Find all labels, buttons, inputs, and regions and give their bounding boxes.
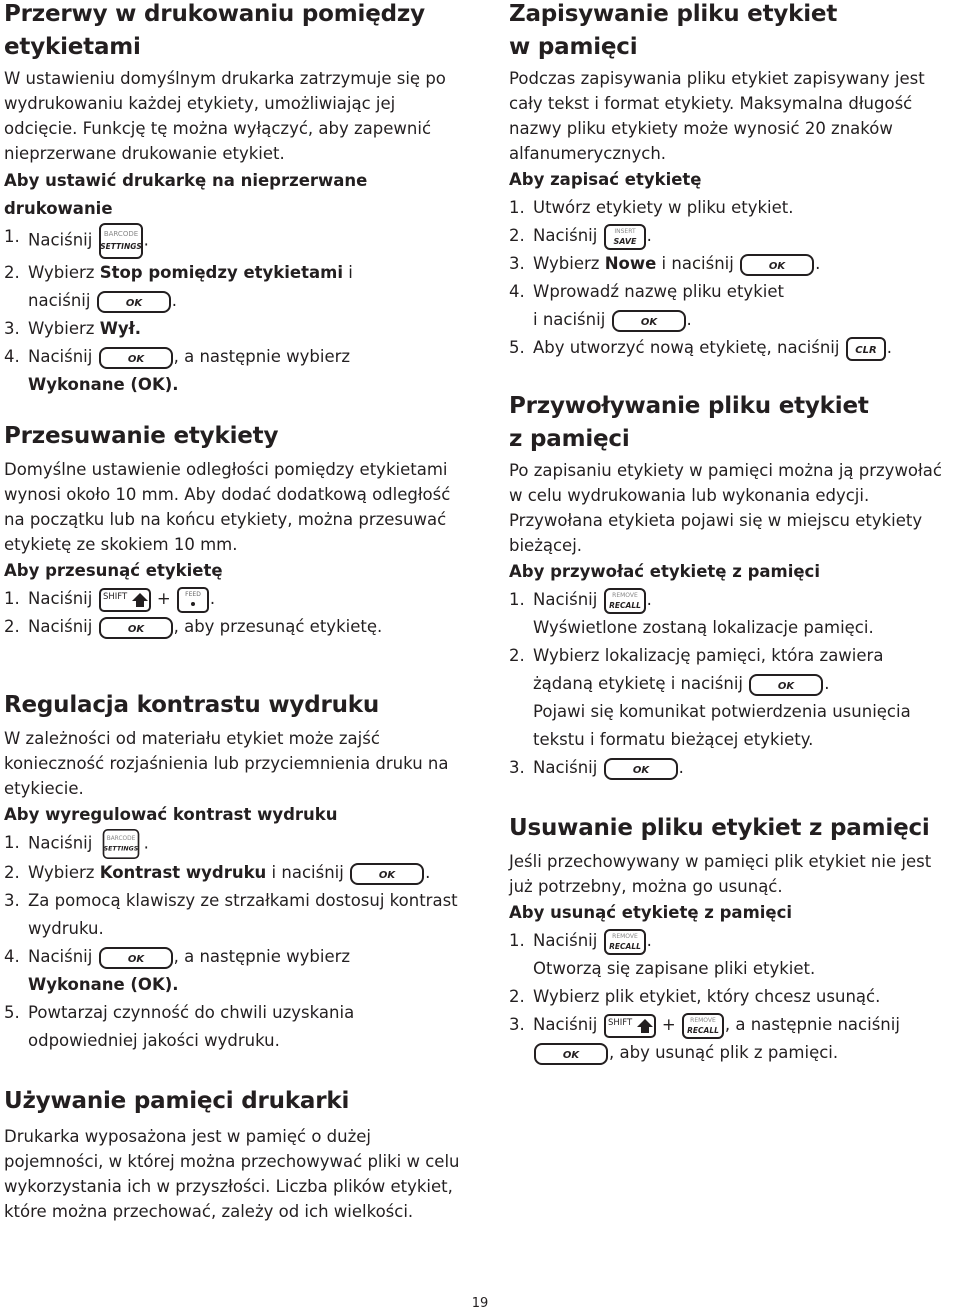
step-text: i	[343, 263, 353, 282]
section-body: Drukarka wyposażona jest w pamięć o dużej pojemności, w której można przechowywać pliki w celu wykorzystania ich w przyszłości. Liczba plików etykiet, które można przechować, zależy od ich wielkości.	[4, 1127, 460, 1221]
step-text: Wybierz	[28, 319, 100, 338]
ok-key-icon	[97, 291, 171, 313]
ok-key-icon	[604, 758, 678, 780]
step-text: Wybierz	[28, 263, 100, 282]
step-bold: Nowe	[604, 254, 657, 273]
key-label-bottom: RECALL	[687, 1025, 719, 1035]
key-label: OK	[562, 1049, 580, 1061]
step-2: 2. Naciśnij INSERT SAVE .	[509, 222, 959, 250]
step-text: , a następnie wybierz	[173, 947, 351, 966]
step-text: Wprowadź nazwę pliku etykiet	[533, 282, 784, 301]
step-4-cont: i naciśnij OK .	[509, 306, 959, 334]
step-1: 1. Naciśnij BARCODE SETTINGS .	[4, 223, 466, 259]
subheading: Aby ustawić drukarkę na nieprzerwane drukowanie	[4, 171, 368, 218]
step-bold: Stop pomiędzy etykietami	[99, 263, 343, 282]
step-3: 3. Naciśnij SHIFT + REMOVE RECALL , a następnie naciśnij	[509, 1011, 959, 1039]
step-text: i naciśnij	[533, 310, 606, 329]
key-label-top: REMOVE	[690, 1016, 716, 1024]
step-text: naciśnij	[28, 291, 91, 310]
ok-key-icon	[740, 254, 814, 276]
step-text: i naciśnij	[656, 254, 734, 273]
clr-key-icon	[846, 337, 886, 361]
step-text: Naciśnij	[533, 1015, 598, 1034]
step-2: 2. Wybierz plik etykiet, który chcesz usunąć.	[509, 983, 959, 1011]
section-body: W ustawieniu domyślnym drukarka zatrzymuje się po wydrukowaniu każdej etykiety, umożliwiając jej odcięcie. Funkcję tę można wyłączyć, aby zapewnić nieprzerwane drukowanie etykiet.	[4, 69, 446, 163]
step-4: 4. Wprowadź nazwę pliku etykiet	[509, 278, 959, 306]
key-label: OK	[127, 953, 144, 965]
section-title: Przerwy w drukowaniu pomiędzy etykietami	[4, 1, 425, 60]
step-5: 5. Powtarzaj czynność do chwili uzyskania odpowiedniej jakości wydruku.	[4, 999, 466, 1055]
key-label: SHIFT	[102, 591, 127, 602]
section-title: Używanie pamięci drukarki	[4, 1088, 350, 1114]
shift-key-icon	[604, 1014, 656, 1038]
step-2-cont: naciśnij OK .	[4, 287, 466, 315]
step-text: Naciśnij	[28, 589, 93, 608]
step-3: 3. Za pomocą klawiszy ze strzałkami dostosuj kontrast wydruku.	[4, 887, 466, 943]
key-label: OK	[768, 260, 786, 272]
key-label-top: REMOVE	[611, 932, 638, 940]
remove-recall-key-icon	[604, 588, 646, 614]
step-text: , aby przesunąć etykietę.	[173, 617, 383, 636]
step-text: żądaną etykietę i naciśnij	[533, 674, 743, 693]
step-bold: Wykonane (OK).	[28, 375, 179, 394]
step-2: 2. Wybierz Stop pomiędzy etykietami i	[4, 263, 353, 282]
step-text: Naciśnij	[533, 758, 598, 777]
shift-key-icon	[99, 588, 151, 612]
step-3: 3. Naciśnij OK .	[509, 754, 959, 782]
barcode-settings-key-icon	[99, 223, 143, 259]
step-text: Wybierz plik etykiet, który chcesz usunąć.	[533, 987, 881, 1006]
key-label-bottom: SETTINGS	[103, 845, 138, 853]
step-text: Wybierz	[533, 254, 605, 273]
ok-key-icon	[99, 947, 173, 969]
step-bold: Wykonane (OK).	[28, 975, 179, 994]
key-label: OK	[378, 869, 396, 881]
step-4-cont	[4, 371, 466, 399]
step-text: Naciśnij	[533, 931, 598, 950]
step-1-note: Otworzą się zapisane pliki etykiet.	[533, 959, 816, 978]
step-text: Aby utworzyć nową etykietę, naciśnij	[533, 338, 840, 357]
key-label: OK	[127, 623, 144, 635]
feed-key-icon	[177, 587, 209, 613]
key-label-top: REMOVE	[611, 591, 638, 599]
section-label-save	[509, 0, 959, 362]
step-1: 1. Utwórz etykiety w pliku etykiet.	[509, 194, 959, 222]
key-label-bottom: SAVE	[613, 236, 637, 246]
step-2: 2. Naciśnij OK , aby przesunąć etykietę.	[4, 613, 466, 641]
step-text: Utwórz etykiety w pliku etykiet.	[533, 198, 794, 217]
section-title: Przesuwanie etykiety	[4, 423, 279, 449]
key-label: OK	[640, 316, 657, 328]
section-title-line-1: Przywoływanie pliku etykiet	[509, 393, 869, 419]
page-number: 19	[471, 1296, 489, 1311]
section-label-feed	[4, 420, 466, 641]
subheading: Aby zapisać etykietę	[509, 170, 702, 189]
key-label: OK	[778, 680, 795, 692]
remove-recall-key-icon	[604, 929, 646, 955]
step-text: , a następnie naciśnij	[724, 1015, 900, 1034]
step-4: 4. Naciśnij OK , a następnie wybierz	[4, 943, 466, 971]
section-label-gaps	[4, 0, 466, 399]
section-label-recall	[509, 390, 959, 782]
step-3: 3. Wybierz Wył.	[4, 319, 142, 338]
step-2-note: Pojawi się komunikat potwierdzenia usunięcia tekstu i formatu bieżącej etykiety.	[533, 702, 911, 749]
step-2-cont: żądaną etykietę i naciśnij OK .	[509, 670, 959, 698]
insert-save-key-icon	[604, 224, 646, 250]
ok-key-icon	[612, 310, 686, 332]
step-bold: Kontrast wydruku	[99, 863, 267, 882]
step-text: Powtarzaj czynność do chwili uzyskania odpowiedniej jakości wydruku.	[28, 1003, 355, 1050]
section-title: Usuwanie pliku etykiet z pamięci	[509, 815, 930, 841]
section-body: Domyślne ustawienie odległości pomiędzy etykietami wynosi około 10 mm. Aby dodać dodatkową odległość na początku lub na końcu etykiety, można przesuwać etykietę ze skokiem 10 mm.	[4, 460, 451, 554]
section-body: Podczas zapisywania pliku etykiet zapisywany jest cały tekst i format etykiety. Maksymalna długość nazwy pliku etykiety może wynosić 20 znaków alfanumerycznych.	[509, 69, 925, 163]
step-text: Naciśnij	[28, 617, 93, 636]
key-label-bottom: RECALL	[608, 941, 641, 951]
section-title: Regulacja kontrastu wydruku	[4, 692, 380, 718]
subheading: Aby wyregulować kontrast wydruku	[4, 805, 338, 824]
step-text: Naciśnij	[28, 947, 93, 966]
section-title-line-2: w pamięci	[509, 34, 638, 60]
subheading: Aby usunąć etykietę z pamięci	[509, 903, 793, 922]
step-3-cont	[509, 1039, 959, 1067]
step-text: Naciśnij	[533, 590, 598, 609]
step-bold: Wył.	[99, 319, 142, 338]
key-label-bottom: RECALL	[608, 600, 641, 610]
step-text: i naciśnij	[266, 863, 344, 882]
plus-sign: +	[156, 589, 171, 608]
section-body: W zależności od materiału etykiet może zajść konieczność rozjaśnienia lub przyciemnienia druku na etykiecie.	[4, 729, 449, 798]
step-text: Naciśnij	[533, 226, 598, 245]
step-text: Naciśnij	[28, 230, 93, 250]
key-label: OK	[125, 297, 142, 309]
plus-sign: +	[661, 1015, 676, 1034]
ok-key-icon	[749, 674, 823, 696]
ok-key-icon	[99, 617, 173, 639]
subheading: Aby przesunąć etykietę	[4, 561, 223, 580]
step-text: Za pomocą klawiszy ze strzałkami dostosuj kontrast wydruku.	[28, 891, 458, 938]
step-1: 1. Naciśnij REMOVE RECALL .	[509, 586, 959, 614]
step-4-cont	[4, 971, 466, 999]
section-body: Jeśli przechowywany w pamięci plik etykiet nie jest już potrzebny, można go usunąć.	[509, 852, 932, 896]
ok-key-icon	[99, 347, 173, 369]
key-label: SHIFT	[607, 1017, 632, 1028]
step-text: Naciśnij	[28, 347, 93, 366]
step-4: 4. Naciśnij OK , a następnie wybierz	[4, 343, 466, 371]
step-2: 2. Wybierz Kontrast wydruku i naciśnij OK .	[4, 859, 466, 887]
key-label-top: BARCODE	[106, 835, 135, 842]
step-5: 5. Aby utworzyć nową etykietę, naciśnij CLR .	[509, 334, 959, 362]
ok-key-icon	[350, 863, 424, 885]
step-text: , aby usunąć plik z pamięci.	[609, 1043, 839, 1062]
step-1: 1. Naciśnij BARCODE SETTINGS .	[4, 829, 466, 859]
step-text: , a następnie wybierz	[173, 347, 351, 366]
step-2: 2. Wybierz lokalizację pamięci, która zawiera	[509, 642, 959, 670]
section-label-delete	[509, 812, 959, 1067]
step-1: 1. Naciśnij SHIFT + FEED .	[4, 585, 466, 613]
key-label: OK	[632, 764, 649, 776]
section-label-memory	[4, 1085, 466, 1224]
key-label-top: BARCODE	[103, 230, 138, 238]
step-3: 3. Wybierz Nowe i naciśnij OK .	[509, 250, 959, 278]
remove-recall-key-icon	[682, 1013, 724, 1039]
step-text: Wybierz	[28, 863, 100, 882]
section-title-line-2: z pamięci	[509, 426, 630, 452]
key-label-top: INSERT	[613, 227, 636, 235]
step-1: 1. Naciśnij REMOVE RECALL .	[509, 927, 959, 955]
key-label: FEED	[185, 590, 201, 598]
ok-key-icon	[534, 1043, 608, 1065]
subheading: Aby przywołać etykietę z pamięci	[509, 562, 820, 581]
barcode-settings-key-icon	[99, 829, 143, 859]
section-label-contrast	[4, 689, 466, 1055]
key-label: CLR	[854, 344, 877, 356]
step-text: Wybierz lokalizację pamięci, która zawiera	[533, 646, 884, 665]
section-body: Po zapisaniu etykiety w pamięci można ją przywołać w celu wydrukowania lub wykonania edycji. Przywołana etykieta pojawi się w miejscu etykiety bieżącej.	[509, 461, 942, 555]
section-title-line-1: Zapisywanie pliku etykiet	[509, 1, 838, 27]
key-label-bottom: SETTINGS	[99, 242, 142, 251]
key-label: OK	[127, 353, 144, 365]
step-1-note: Wyświetlone zostaną lokalizacje pamięci.	[533, 618, 874, 637]
step-text: Naciśnij	[28, 833, 93, 853]
